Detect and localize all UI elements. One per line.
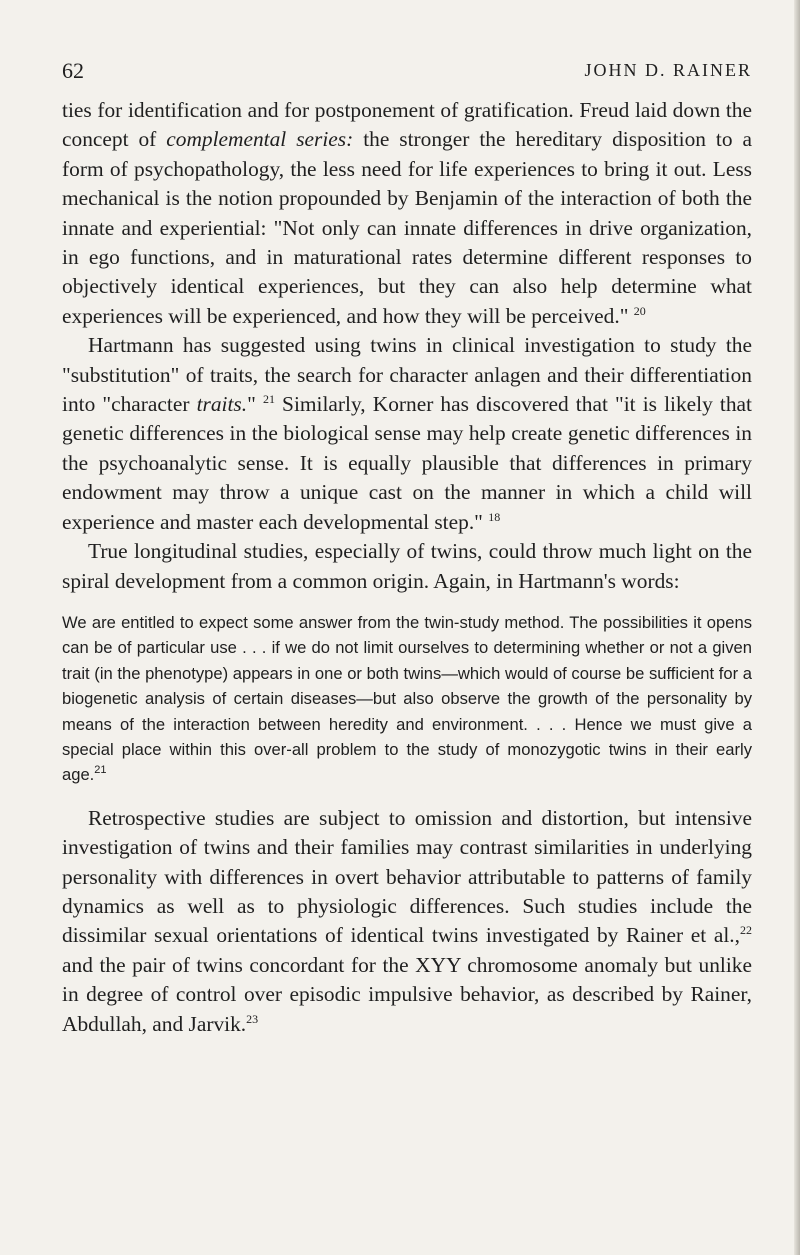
paragraph-2 — [62, 331, 752, 537]
footnote-ref: 18 — [488, 509, 501, 524]
footnote-ref: 20 — [633, 303, 646, 318]
paragraph-2-text: Hartmann has suggested using twins in clinical investigation to study the "substitution" of traits, the search for character anlagen and their differentiation into "character — [62, 333, 752, 417]
paragraph-1-text-2: the stronger the hereditary disposition to a form of psychopathology, the less need for life experiences to bring it out. Less mechanical is the notion propounded by Benjamin of the interaction of both the innate and experiential: "Not only can innate differences in drive organization, in ego functions, and in maturational rates determine different responses to objectively identical experiences, but they can also help determine what experiences will be experienced, and how they will be perceived." — [62, 127, 753, 328]
paragraph-4-text: Retrospective studies are subject to omission and distortion, but intensive investigation of twins and their families may contrast similarities in underlying personality with differences in overt behavior attributable to patterns of family dynamics as well as to physiologic differences. Such studies include the dissimilar sexual orientations of identical twins investigated by Rainer et al., — [62, 805, 752, 948]
term-traits: traits. — [196, 392, 248, 417]
footnote-ref: 21 — [262, 392, 275, 407]
paragraph-3: True longitudinal studies, especially of twins, could throw much light on the spiral development from a common origin. Again, in Hartmann's words: — [62, 539, 752, 593]
body-text — [62, 96, 752, 1039]
paragraph-2-text-2: Similarly, Korner has discovered that "it is likely that genetic differences in the biological sense may help create genetic differences in the psychoanalytic sense. It is equally plausible that differences in primary endowment may throw a unique cast on the manner in which a child will experience and master each developmental step." — [62, 392, 752, 534]
page-header — [62, 58, 752, 88]
footnote-ref: 22 — [740, 923, 752, 938]
footnote-ref: 23 — [246, 1011, 259, 1026]
paragraph-1-text: ties for identification and for postponement of gratification. Freud laid down the concept of — [62, 98, 752, 152]
page-edge-shadow — [794, 0, 800, 1255]
paragraph-4 — [62, 804, 752, 1039]
footnote-ref: 21 — [94, 764, 107, 777]
running-head: JOHN D. RAINER — [584, 60, 752, 80]
block-quote-text: We are entitled to expect some answer from the twin-study method. The possibilities it opens can be of particular use . . . if we do not limit ourselves to determining whether or not a given trait (in the phenotype) appears in one or both twins—which would of course be sufficient for a biogenetic analysis of certain diseases—but also observe the growth of the personality by means of the interaction between heredity and environment. . . . Hence we must give a special place within this over-all problem to the study of monozygotic twins in their early age. — [62, 612, 752, 785]
paragraph-1 — [62, 96, 752, 331]
page-number: 62 — [62, 58, 84, 83]
paragraph-2-quote-close: " — [247, 392, 263, 417]
block-quote — [62, 610, 752, 788]
term-complemental-series: complemental series: — [166, 127, 354, 152]
paragraph-4-text-2: and the pair of twins concordant for the XYY chromosome anomaly but unlike in degree of control over episodic impulsive behavior, as described by Rainer, Abdullah, and Jarvik. — [62, 952, 752, 1036]
